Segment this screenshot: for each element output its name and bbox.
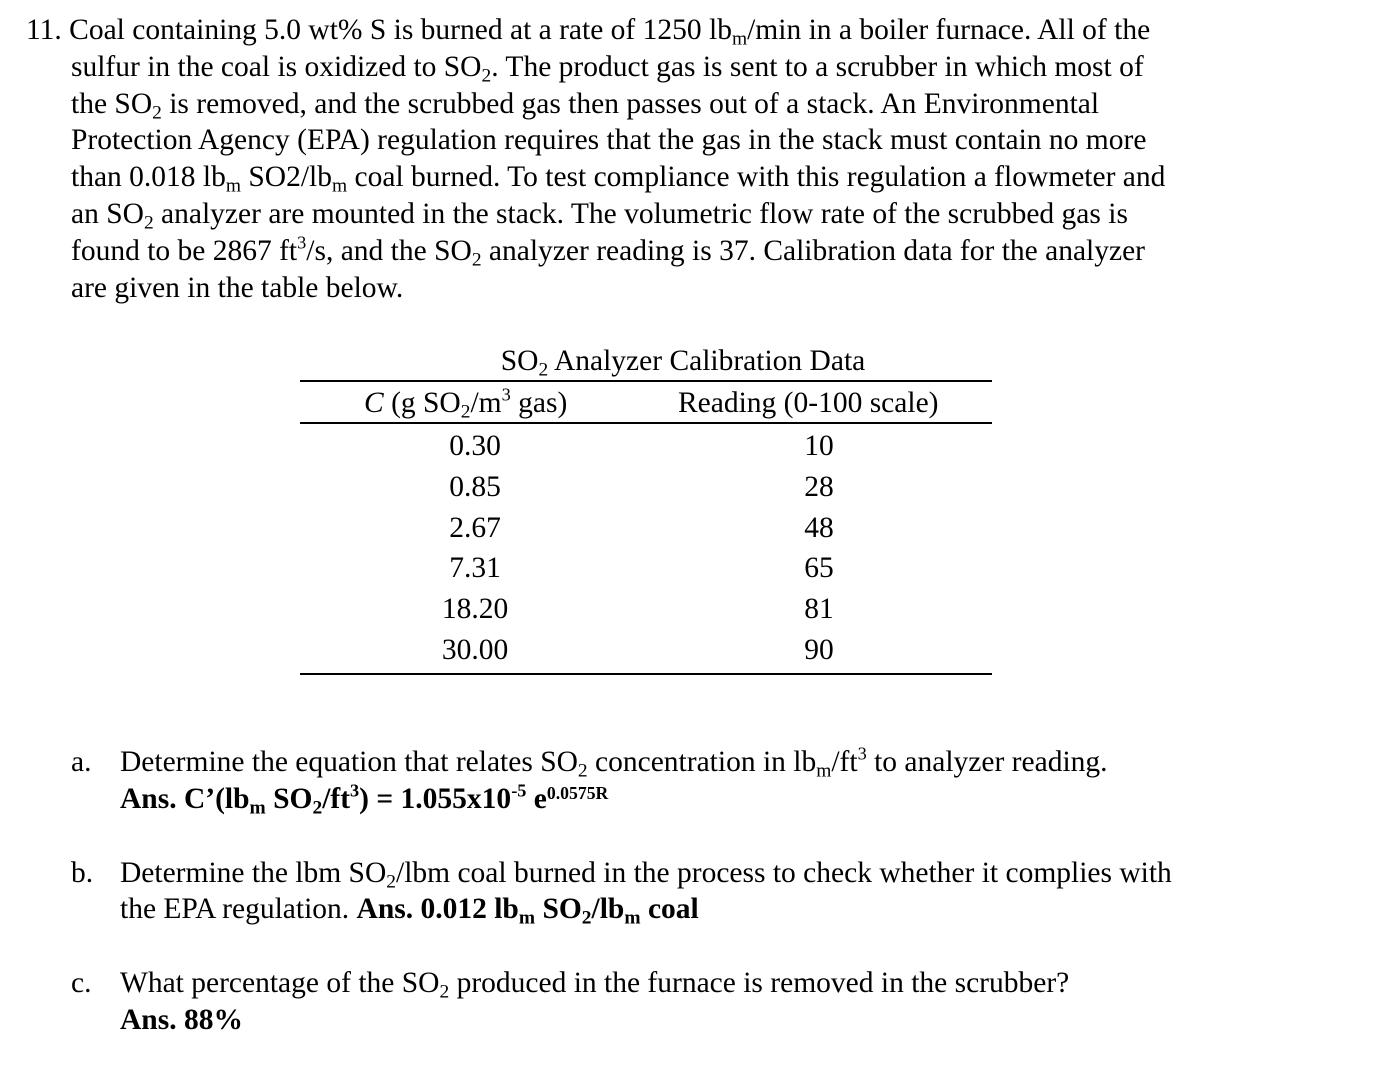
column-header-concentration: C (g $SO_2/m^3$ gas) bbox=[364, 384, 568, 423]
cell-concentration: 0.30 bbox=[449, 430, 501, 462]
column-header-reading: Reading (0-100 scale) bbox=[678, 387, 939, 419]
part-b bbox=[71, 855, 1361, 929]
part-c-question: What percentage of the $SO_2$ produced in the furnace is removed in the scrubber? bbox=[120, 967, 1070, 1003]
cell-concentration: 2.67 bbox=[449, 511, 501, 544]
part-letter: a. bbox=[71, 746, 92, 778]
table-row bbox=[300, 424, 992, 465]
part-a-answer: Ans. $C’(lb_m$ $SO_2/ft^3) = 1.055x10^{-5}$ $e^{0.0575R}$ bbox=[120, 780, 609, 819]
calibration-table bbox=[300, 340, 992, 675]
cell-reading: 10 bbox=[804, 430, 834, 462]
problem-line-2: sulfur in the coal is oxidized to $SO_2$. The product gas is sent to a scrubber in which most of bbox=[71, 50, 1144, 87]
table-title: $SO_2$ Analyzer Calibration Data bbox=[500, 345, 866, 381]
problem-statement bbox=[26, 12, 1346, 306]
cell-reading: 65 bbox=[804, 552, 834, 585]
cell-reading: 90 bbox=[804, 633, 834, 666]
part-b-question: Determine the lbm $SO_2$/lbm coal burned in the process to check whether it complies with bbox=[120, 856, 1172, 893]
cell-reading: 28 bbox=[804, 470, 834, 503]
part-a-question: Determine the equation that relates $SO_2$ concentration in $lb_m/ft^3$ to analyzer reading. bbox=[120, 743, 1108, 782]
cell-concentration: 18.20 bbox=[441, 593, 509, 626]
problem-line-6: an $SO_2$ analyzer are mounted in the stack. The volumetric flow rate of the scrubbed gas is bbox=[71, 197, 1128, 234]
table-header bbox=[300, 380, 992, 424]
table-row bbox=[300, 546, 992, 587]
cell-reading: 48 bbox=[804, 511, 834, 544]
problem-number: 11. bbox=[26, 14, 62, 46]
cell-concentration: 7.31 bbox=[449, 552, 501, 585]
table-row bbox=[300, 465, 992, 506]
table-row bbox=[300, 506, 992, 547]
problem-line-1: 11. Coal containing 5.0 wt% S is burned at a rate of 1250 $lb_m/\min$ in a boiler furnace. All of the bbox=[26, 14, 1151, 50]
part-b-answer: the EPA regulation. Ans. 0.012 $lb_m$ $SO_2/lb_m$ coal bbox=[120, 893, 699, 929]
part-letter: c. bbox=[71, 967, 92, 1000]
problem-line-8: are given in the table below. bbox=[71, 271, 404, 304]
part-a bbox=[71, 744, 1361, 818]
table-row bbox=[300, 628, 992, 669]
part-c-answer: Ans. 88% bbox=[120, 1003, 243, 1036]
cell-reading: 81 bbox=[804, 593, 834, 626]
cell-concentration: 0.85 bbox=[449, 470, 501, 503]
problem-line-3: the $SO_2$ is removed, and the scrubbed gas then passes out of a stack. An Environmental bbox=[71, 87, 1100, 124]
table-body bbox=[300, 424, 992, 675]
problem-line-5: than 0.018 $lb_m$ $SO2/lb_m$ coal burned. To test compliance with this regulation a flowmeter and bbox=[71, 161, 1166, 197]
table-row bbox=[300, 587, 992, 628]
part-c bbox=[71, 965, 1361, 1039]
cell-concentration: 30.00 bbox=[441, 633, 509, 666]
question-parts bbox=[71, 744, 1361, 1076]
problem-line-4: Protection Agency (EPA) regulation requires that the gas in the stack must contain no more bbox=[71, 124, 1147, 157]
problem-line-7: found to be 2867 $ft^3/s$, and the $SO_2$ analyzer reading is 37. Calibration data for the analyzer bbox=[71, 232, 1146, 271]
part-letter: b. bbox=[71, 856, 94, 889]
